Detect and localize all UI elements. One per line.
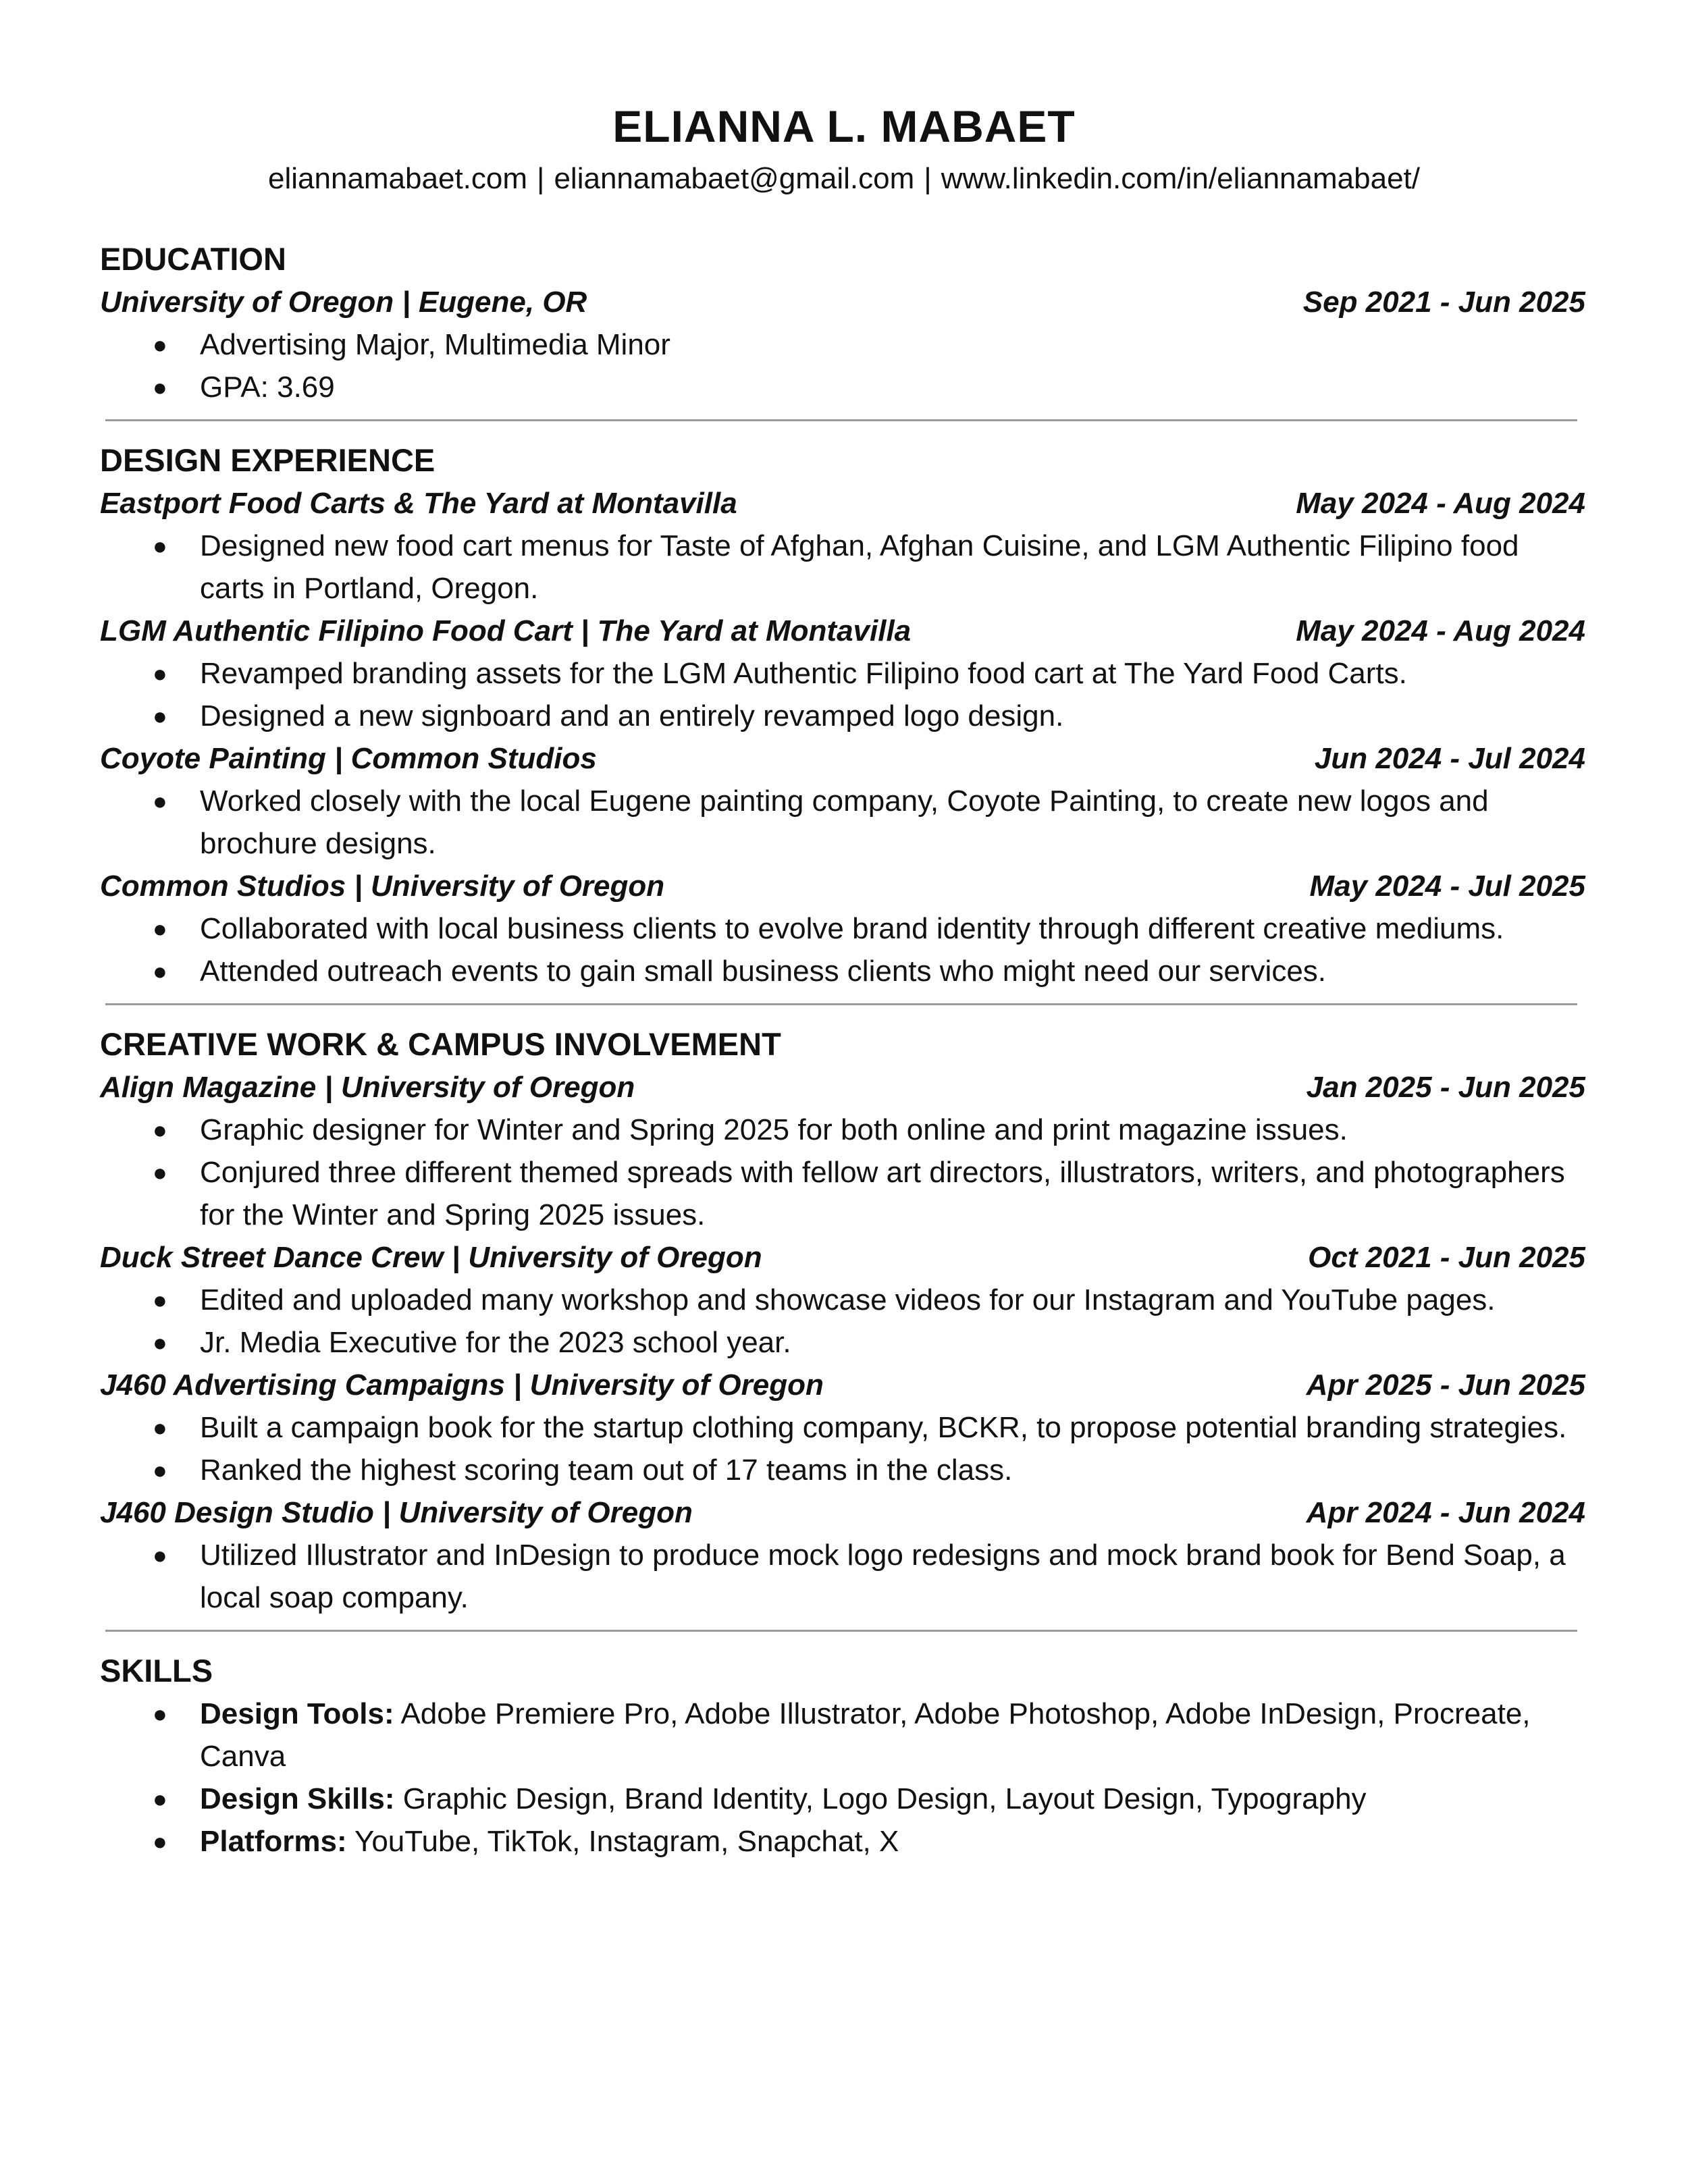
bullet-icon: ●	[153, 1456, 167, 1484]
skill-label: Design Tools:	[200, 1697, 394, 1730]
skill-value: Adobe Premiere Pro, Adobe Illustrator, Adobe Photoshop, Adobe InDesign, Procreate, Canva	[200, 1697, 1531, 1773]
experience-entry	[100, 482, 1585, 610]
entry-dates: May 2024 - Jul 2025	[1309, 870, 1585, 903]
entry-dates: May 2024 - Aug 2024	[1296, 487, 1585, 520]
list-item: ● Attended outreach events to gain small business clients who might need our services.	[100, 950, 1585, 992]
skills-section	[100, 1649, 1585, 1863]
entry-dates: Sep 2021 - Jun 2025	[1302, 286, 1585, 319]
resume-body	[100, 238, 1585, 1863]
bullet-icon: ●	[153, 957, 167, 985]
bullet-icon: ●	[153, 1414, 167, 1441]
bullet-icon: ●	[153, 787, 167, 815]
bullet-icon: ●	[153, 1158, 167, 1186]
skill-label: Platforms:	[200, 1825, 347, 1858]
bullet-icon: ●	[153, 1700, 167, 1728]
design-experience-section	[100, 439, 1585, 992]
creative-entry	[100, 1364, 1585, 1491]
entry-org: Common Studios | University of Oregon	[100, 870, 665, 903]
bullet-icon: ●	[153, 1828, 167, 1855]
entry-org: Align Magazine | University of Oregon	[100, 1071, 635, 1104]
section-divider	[105, 419, 1577, 421]
section-divider	[105, 1630, 1577, 1632]
creative-entry	[100, 1066, 1585, 1236]
experience-entry	[100, 610, 1585, 737]
entry-header	[100, 865, 1585, 907]
list-item: ● Designed a new signboard and an entirely revamped logo design.	[100, 695, 1585, 737]
experience-entry	[100, 737, 1585, 865]
entry-header	[100, 1364, 1585, 1406]
resume-name: ELIANNA L. MABAET	[612, 101, 1076, 151]
entry-header	[100, 610, 1585, 652]
skill-item	[100, 1778, 1585, 1820]
skill-value: Graphic Design, Brand Identity, Logo Design, Layout Design, Typography	[402, 1782, 1367, 1815]
bullet-icon: ●	[153, 1286, 167, 1314]
skills-list	[100, 1693, 1585, 1863]
list-item: ● Advertising Major, Multimedia Minor	[100, 323, 1585, 366]
skill-item	[100, 1820, 1585, 1863]
list-item: ● Revamped branding assets for the LGM Authentic Filipino food cart at The Yard Food Carts.	[100, 652, 1585, 695]
bullet-icon: ●	[153, 1329, 167, 1356]
entry-dates: Apr 2024 - Jun 2024	[1306, 1496, 1585, 1529]
section-title-creative-work: CREATIVE WORK & CAMPUS INVOLVEMENT	[100, 1026, 781, 1062]
list-item: ● Built a campaign book for the startup clothing company, BCKR, to propose potential branding strategies.	[100, 1406, 1585, 1449]
section-title-education: EDUCATION	[100, 241, 286, 277]
bullet-list	[100, 1279, 1585, 1364]
bullet-list	[100, 1109, 1585, 1236]
entry-org: University of Oregon | Eugene, OR	[100, 286, 587, 319]
list-item: ● Collaborated with local business clients to evolve brand identity through different creative mediums.	[100, 907, 1585, 950]
bullet-list	[100, 323, 1585, 408]
list-item: ● Ranked the highest scoring team out of 17 teams in the class.	[100, 1449, 1585, 1491]
bullet-icon: ●	[153, 660, 167, 687]
section-title-design-experience: DESIGN EXPERIENCE	[100, 442, 436, 478]
education-section	[100, 238, 1585, 408]
bullet-icon: ●	[153, 373, 167, 401]
bullet-icon: ●	[153, 915, 167, 942]
entry-org: Eastport Food Carts & The Yard at Montavilla	[100, 487, 737, 520]
email-link[interactable]: eliannamabaet@gmail.com	[554, 162, 915, 195]
bullet-list	[100, 652, 1585, 737]
bullet-list	[100, 907, 1585, 992]
bullet-icon: ●	[153, 1541, 167, 1569]
entry-dates: Jun 2024 - Jul 2024	[1314, 742, 1585, 775]
linkedin-link[interactable]: www.linkedin.com/in/eliannamabaet/	[941, 162, 1420, 195]
entry-header	[100, 482, 1585, 525]
list-item: ● Jr. Media Executive for the 2023 school year.	[100, 1321, 1585, 1364]
entry-header	[100, 1491, 1585, 1534]
list-item: ● Edited and uploaded many workshop and showcase videos for our Instagram and YouTube pages.	[100, 1279, 1585, 1321]
section-title-skills: SKILLS	[100, 1653, 213, 1688]
bullet-list	[100, 1406, 1585, 1491]
entry-org: J460 Advertising Campaigns | University of Oregon	[100, 1368, 824, 1402]
entry-header	[100, 1236, 1585, 1279]
bullet-list	[100, 525, 1585, 610]
entry-dates: Apr 2025 - Jun 2025	[1306, 1368, 1585, 1402]
creative-entry	[100, 1236, 1585, 1364]
bullet-icon: ●	[153, 331, 167, 358]
bullet-icon: ●	[153, 702, 167, 730]
list-item: ● Utilized Illustrator and InDesign to produce mock logo redesigns and mock brand book for Bend Soap, a local soap company.	[100, 1534, 1585, 1619]
entry-dates: Jan 2025 - Jun 2025	[1306, 1071, 1585, 1104]
entry-org: Duck Street Dance Crew | University of Oregon	[100, 1241, 762, 1274]
entry-header	[100, 1066, 1585, 1109]
bullet-list	[100, 780, 1585, 865]
entry-header	[100, 281, 1585, 323]
contact-separator: |	[924, 162, 932, 195]
skill-label: Design Skills:	[200, 1782, 395, 1815]
education-entry	[100, 281, 1585, 408]
experience-entry	[100, 865, 1585, 992]
creative-work-section	[100, 1023, 1585, 1619]
bullet-list	[100, 1534, 1585, 1619]
bullet-icon: ●	[153, 532, 167, 560]
entry-dates: Oct 2021 - Jun 2025	[1308, 1241, 1585, 1274]
list-item: ● Graphic designer for Winter and Spring 2025 for both online and print magazine issues.	[100, 1109, 1585, 1151]
website-link[interactable]: eliannamabaet.com	[268, 162, 528, 195]
bullet-icon: ●	[153, 1116, 167, 1144]
skill-value: YouTube, TikTok, Instagram, Snapchat, X	[354, 1825, 899, 1858]
skill-item	[100, 1693, 1585, 1778]
entry-header	[100, 737, 1585, 780]
section-divider	[105, 1003, 1577, 1005]
list-item: ● Designed new food cart menus for Taste of Afghan, Afghan Cuisine, and LGM Authentic Filipino food carts in Portland, Oregon.	[100, 525, 1585, 610]
bullet-icon: ●	[153, 1785, 167, 1813]
list-item: ● Worked closely with the local Eugene painting company, Coyote Painting, to create new logos and brochure designs.	[100, 780, 1585, 865]
entry-org: Coyote Painting | Common Studios	[100, 742, 597, 775]
entry-org: LGM Authentic Filipino Food Cart | The Yard at Montavilla	[100, 614, 912, 647]
list-item: ● GPA: 3.69	[100, 366, 1585, 408]
entry-dates: May 2024 - Aug 2024	[1296, 614, 1585, 647]
entry-org: J460 Design Studio | University of Oregon	[100, 1496, 693, 1529]
contact-line	[0, 159, 1688, 199]
creative-entry	[100, 1491, 1585, 1619]
list-item: ● Conjured three different themed spreads with fellow art directors, illustrators, writers, and photographers for the Winter and Spring 2025 issues.	[100, 1151, 1585, 1236]
contact-separator: |	[537, 162, 545, 195]
